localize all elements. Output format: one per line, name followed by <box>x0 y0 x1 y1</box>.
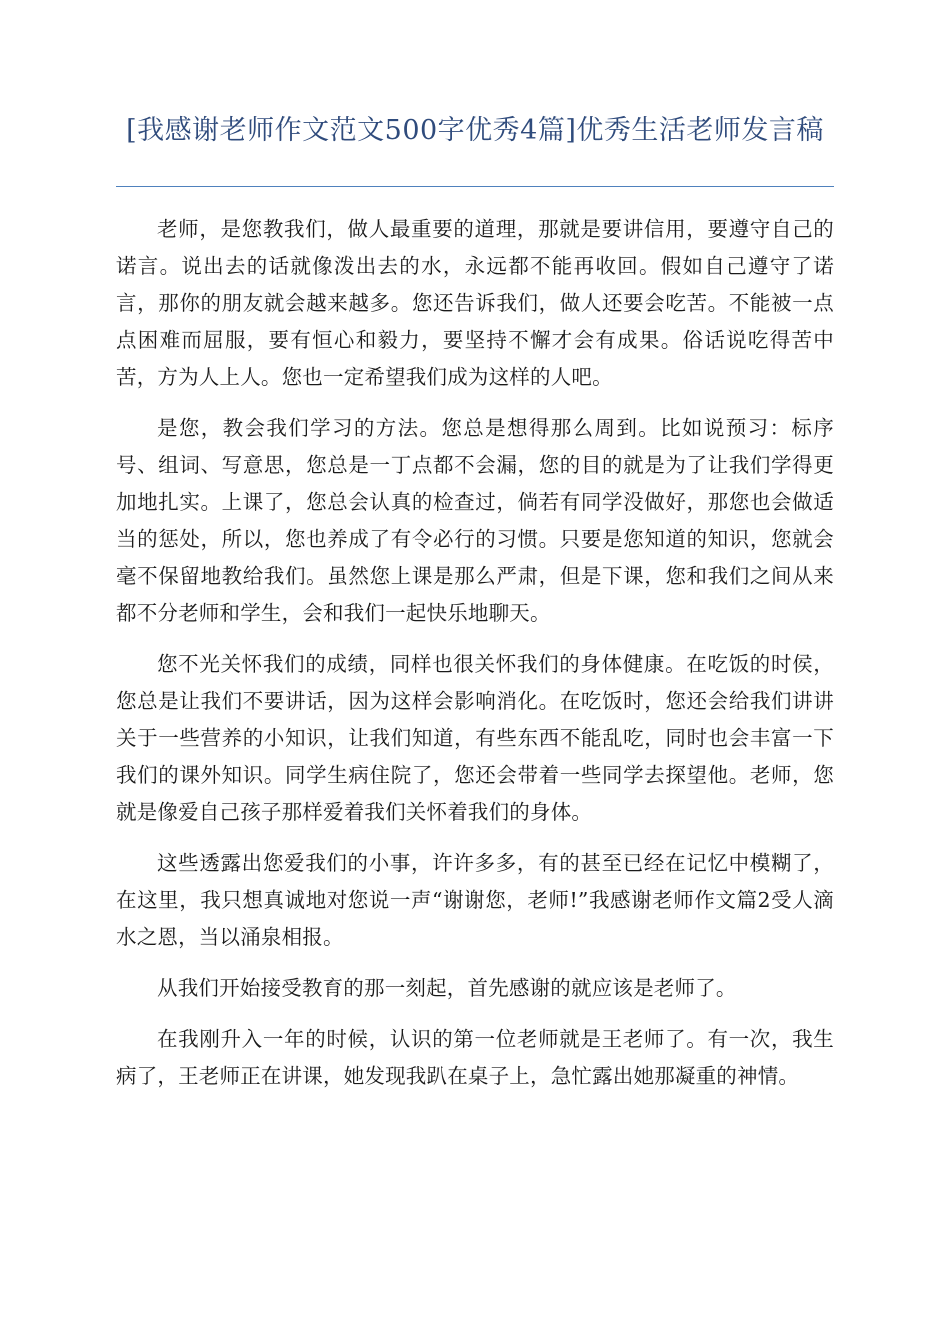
title-block <box>116 113 834 149</box>
paragraph-4: 这些透露出您爱我们的小事，许许多多，有的甚至已经在记忆中模糊了，在这里，我只想真诚地对您说一声“谢谢您，老师!”我感谢老师作文篇2受人滴水之恩，当以涌泉相报。 <box>116 851 834 949</box>
paragraph-5: 从我们开始接受教育的那一刻起，首先感谢的就应该是老师了。 <box>157 976 737 1000</box>
document-title: [我感谢老师作文范文500字优秀4篇]优秀生活老师发言稿 <box>126 115 824 146</box>
document-body <box>116 211 834 1109</box>
paragraph-2: 是您，教会我们学习的方法。您总是想得那么周到。比如说预习：标序号、组词、写意思，您总是一丁点都不会漏，您的目的就是为了让我们学得更加地扎实。上课了，您总会认真的检查过，倘若有同学没做好，那您也会做适当的惩处，所以，您也养成了有令必行的习惯。只要是您知道的知识，您就会毫不保留地教给我们。虽然您上课是那么严肃，但是下课，您和我们之间从来都不分老师和学生，会和我们一起快乐地聊天。 <box>116 416 834 625</box>
paragraph-1: 老师，是您教我们，做人最重要的道理，那就是要讲信用，要遵守自己的诺言。说出去的话就像泼出去的水，永远都不能再收回。假如自己遵守了诺言，那你的朋友就会越来越多。您还告诉我们，做人还要会吃苦。不能被一点点困难而屈服，要有恒心和毅力，要坚持不懈才会有成果。俗话说吃得苦中苦，方为人上人。您也一定希望我们成为这样的人吧。 <box>116 217 834 389</box>
paragraph-3: 您不光关怀我们的成绩，同样也很关怀我们的身体健康。在吃饭的时侯，您总是让我们不要讲话，因为这样会影响消化。在吃饭时，您还会给我们讲讲关于一些营养的小知识，让我们知道，有些东西不能乱吃，同时也会丰富一下我们的课外知识。同学生病住院了，您还会带着一些同学去探望他。老师，您就是像爱自己孩子那样爱着我们关怀着我们的身体。 <box>116 652 834 824</box>
title-underline-divider <box>116 186 834 187</box>
paragraph-6: 在我刚升入一年的时候，认识的第一位老师就是王老师了。有一次，我生病了，王老师正在讲课，她发现我趴在桌子上，急忙露出她那凝重的神情。 <box>116 1027 834 1088</box>
